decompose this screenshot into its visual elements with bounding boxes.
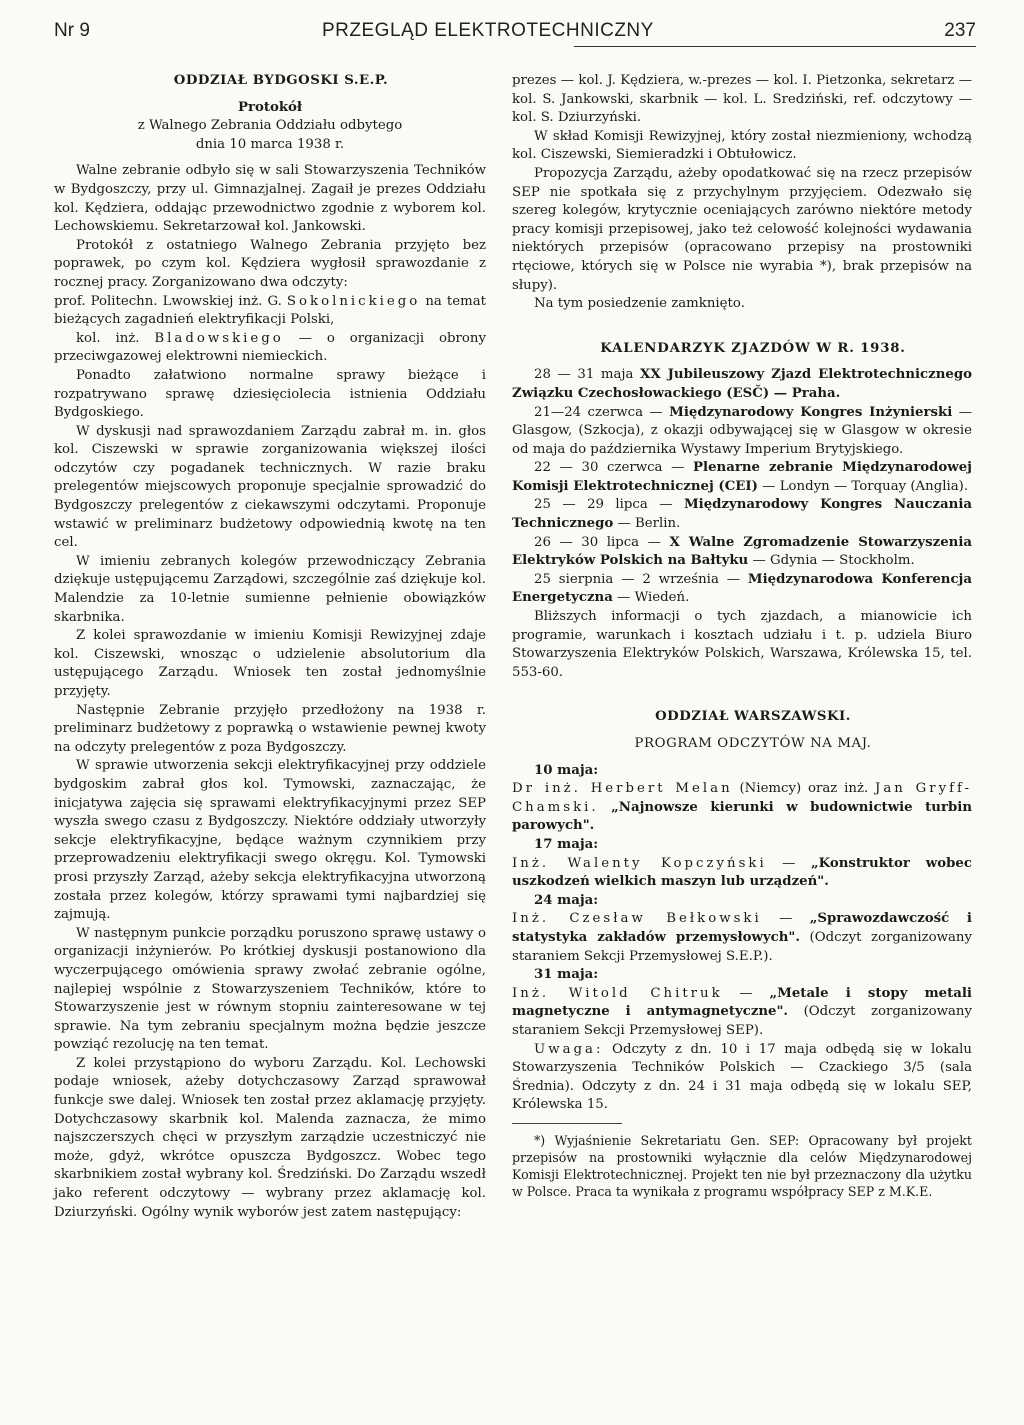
calendar-entry-place: — Gdynia — Stockholm. [748, 553, 915, 569]
calendar-entry-date: 25 — 29 lipca — [534, 497, 684, 513]
paragraph: prezes — kol. J. Kędziera, w.-prezes — kol. I. Pietzonka, sekretarz — kol. S. Jankowski, skarbnik — kol. L. Sredziński, ref. odczytowy — kol. S. Dziurzyński. [512, 73, 972, 126]
calendar-entry-event: Międzynarodowy Kongres Nauczania Technicznego [512, 497, 972, 532]
calendar-list [512, 366, 972, 608]
calendar-entry-event: X Walne Zgromadzenie Stowarzyszenia Elektryków Polskich na Bałtyku [512, 534, 972, 569]
paragraph: Z kolei sprawozdanie w imieniu Komisji Rewizyjnej zdaje kol. Ciszewski, wnosząc o udzielenie absolutorium dla ustępującego Zarządu. Wniosek ten został jednomyślnie przyjęty. [54, 628, 486, 699]
paragraph: W imieniu zebranych kolegów przewodniczący Zebrania dziękuje ustępującemu Zarządowi, szczególnie zaś dziękuje kol. Malendzie za 10-letnie sumienne pełnienie obowiązków skarbnika. [54, 553, 486, 625]
person-name: Sokolnickiego [286, 293, 421, 309]
speaker-name: Inż. Czesław Bełkowski [512, 911, 762, 927]
calendar-entry-place: — Londyn — Torquay (Anglia). [757, 478, 969, 494]
page-number: 237 [944, 20, 976, 41]
calendar-entry-date: 25 sierpnia — 2 września — [534, 571, 748, 587]
calendar-entry [512, 571, 972, 608]
note-paragraph: Uwaga: Odczyty z dn. 10 i 17 maja odbędą się w lokalu Stowarzyszenia Techników Polskich — Czackiego 3/5 (sala Średnia). Odczyty z dn. 24 i 31 maja odbędą się w lokalu SEP, Królewska 15. [512, 1041, 972, 1113]
footnote: *) Wyjaśnienie Sekretariatu Gen. SEP: Opracowany był projekt przepisów na prostowniki wyłącznie dla celów Międzynarodowej Komisji Elektrotechnicznej. Projekt ten nie był przeznaczony dla użytku w Polsce. Praca ta wynikała z programu współpracy SEP z M.K.E. [512, 1132, 972, 1199]
lecture-title: „Najnowsze kierunki w budownictwie turbin parowych". [512, 799, 972, 834]
calendar-entry-place: — Wiedeń. [612, 590, 690, 606]
calendar-entry-date: 28 — 31 maja [534, 367, 640, 383]
calendar-title: KALENDARZYK ZJAZDÓW W R. 1938. [600, 340, 906, 356]
paragraph: Następnie Zebranie przyjęło przedłożony na 1938 r. preliminarz budżetowy z poprawką o wstawienie pewnej kwoty na odczyty prelegentów z poza Bydgoszczy. [54, 702, 486, 755]
calendar-entry-place: — Berlin. [613, 516, 681, 532]
program-entry-body: Inż. Czesław Bełkowski — „Sprawozdawczość i statystyka zakładów przemysłowych". (Odczyt zorganizowany staraniem Sekcji Przemysłowej S.E.P.). [512, 911, 972, 964]
calendar-entry-event: Plenarne zebranie Międzynarodowej Komisji Elektrotechnicznej (CEI) [512, 460, 972, 494]
paragraph: Z kolei przystąpiono do wyboru Zarządu. Kol. Lechowski podaje wniosek, ażeby dotychczasowy Zarząd sprawował funkcje swe dalej. Wniosek ten został przez aklamację przyjęty. Dotychczasowy skarbnik kol. Malenda zaznacza, że mimo najszczerszych chęci w przyszłym zarządzie uczestniczyć nie może, gdyż, wkrótce opuszcza Bydgoszcz. Wobec tego skarbnikiem został wybrany kol. Średziński. Do Zarządu wszedł jako referent odczytowy — wybrany przez aklamację kol. Dziurzyński. Ogólny wynik wyborów jest zatem następujący: [54, 1055, 486, 1220]
protocol-title: Protokół [237, 99, 303, 115]
footnote-rule [512, 1123, 622, 1124]
calendar-entry-date: 26 — 30 lipca — [534, 534, 670, 550]
paragraph: W skład Komisji Rewizyjnej, który został niezmieniony, wchodzą kol. Ciszewski, Siemieradzki i Obtułowicz. [512, 128, 972, 163]
speaker-name: Inż. Walenty Kopczyński [512, 855, 767, 871]
paragraph: kol. inż. Bladowskiego — o organizacji obrony przeciwgazowej elektrowni niemieckich. [54, 330, 486, 365]
program-entry-body: Inż. Walenty Kopczyński — „Konstruktor wobec uszkodzeń wielkich maszyn lub urządzeń". [512, 855, 972, 890]
calendar-entry-event: XX Jubileuszowy Zjazd Elektrotechnicznego Związku Czechosłowackiego (ESČ) — Praha. [512, 367, 972, 401]
program-entry [512, 762, 972, 836]
paragraph: Bliższych informacji o tych zjazdach, a mianowicie ich programie, warunkach i kosztach udziału i t. p. udziela Biuro Stowarzyszenia Elektryków Polskich, Warszawa, Królewska 15, tel. 553-60. [512, 609, 972, 680]
lecture-title: „Konstruktor wobec uszkodzeń wielkich maszyn lub urządzeń". [512, 855, 972, 890]
journal-title: PRZEGLĄD ELEKTROTECHNICZNY [322, 20, 654, 41]
program-entry-date: 17 maja: [534, 836, 599, 852]
calendar-entry-place: — Glasgow, (Szkocja), z okazji odbywającej się w Glasgow w okresie od maja do października Wystawy Imperium Brytyjskiego. [512, 404, 972, 457]
calendar-entry-date: 21—24 czerwca — [534, 404, 670, 420]
speaker-name: Dr inż. Herbert Melan [512, 781, 733, 797]
person-name: Bladowskiego [154, 330, 284, 346]
program-entry [512, 966, 972, 1040]
speaker-name: Inż. Witold Chitruk [512, 985, 723, 1001]
program-entry-body: Inż. Witold Chitruk — „Metale i stopy metali magnetyczne i antymagnetyczne". (Odczyt zorganizowany staraniem Sekcji Przemysłowej SEP). [512, 985, 972, 1038]
paragraph: W sprawie utworzenia sekcji elektryfikacyjnej przy oddziele bydgoskim zabrał głos kol. Tymowski, zaznaczając, że inicjatywa zajęcia się sprawami elektryfikacyjnymi przez SEP wyszła swego czasu z Bydgoszczy. Niektóre oddziały utworzyły sekcje elektryfikacyjne, będące ważnym czynnikiem przy przeprowadzeniu elektryfikacji swego okręgu. Kol. Tymowski prosi przyszły Zarząd, ażeby sekcja elektryfikacyjna utworzoną została przez kolegów, którzy sprawami tymi najbardziej się zajmują. [54, 758, 486, 923]
program-entry [512, 892, 972, 966]
program-entry-date: 31 maja: [534, 967, 599, 983]
calendar-entry-date: 22 — 30 czerwca — [534, 460, 694, 476]
program-entry-body: Dr inż. Herbert Melan (Niemcy) oraz inż. Jan Gryff-Chamski. „Najnowsze kierunki w budownictwie turbin parowych". [512, 781, 972, 834]
program-entry [512, 836, 972, 892]
paragraph: Walne zebranie odbyło się w sali Stowarzyszenia Techników w Bydgoszczy, przy ul. Gimnazjalnej. Zagaił je prezes Oddziału kol. Kędziera, oddając przewodnictwo zgodnie z wyborem kol. Lechowskiemu. Sekretarzował kol. Jankowski. [54, 163, 486, 235]
section-title-warsaw: ODDZIAŁ WARSZAWSKI. [655, 709, 851, 725]
program-entry-date: 10 maja: [534, 762, 599, 778]
program-list [512, 762, 972, 1041]
calendar-entry [512, 366, 972, 403]
calendar-entry-event: Międzynarodowy Kongres Inżynierski [669, 404, 953, 420]
protocol-subtitle-2: dnia 10 marca 1938 r. [195, 136, 345, 152]
program-title: PROGRAM ODCZYTÓW NA MAJ. [634, 736, 872, 751]
lecture-title: „Sprawozdawczość i statystyka zakładów przemysłowych". [512, 911, 972, 945]
left-column [54, 72, 486, 1222]
paragraph: W następnym punkcie porządku poruszono sprawę ustawy o organizacji inżynierów. Po krótkiej dyskusji postanowiono dla wyczerpującego omówienia sprawy zwołać zebranie ogólne, najlepiej wspólnie z Stowarzyszeniem Techników, które to Stowarzyszenie jest w równym stopniu zainteresowane w tej sprawie. Na tym zebraniu specjalnym można będzie jeszcze powziąć rezolucję na ten temat. [54, 925, 486, 1053]
lecture-title: „Metale i stopy metali magnetyczne i antymagnetyczne". [512, 985, 972, 1020]
page-header [54, 20, 976, 48]
speaker-name: Jan Gryff-Chamski. [512, 781, 972, 815]
paragraph: Protokół z ostatniego Walnego Zebrania przyjęto bez poprawek, po czym kol. Kędziera wygłosił sprawozdanie z rocznej pracy. Zorganizowano dwa odczyty: [54, 237, 486, 290]
program-entry-date: 24 maja: [534, 892, 599, 908]
calendar-entry [512, 534, 972, 571]
paragraph: W dyskusji nad sprawozdaniem Zarządu zabrał m. in. głos kol. Ciszewski w sprawie zorganizowania większej ilości odczytów czy pogadanek technicznych. W razie braku prelegentów miejscowych proponuje specjalnie sprowadzić do Bydgoszczy prelegentów z ciekawszymi odczytami. Proponuje wstawić w preliminarz budżetowy odpowiednią kwotę na ten cel. [54, 423, 486, 551]
paragraph: Propozycja Zarządu, ażeby opodatkować się na rzecz przepisów SEP nie spotkała się z przychylnym przyjęciem. Odezwało się szereg kolegów, krytycznie oceniających zarówno niektóre metody pracy komisji przepisowej, jako też celowość kolejności wydawania niektórych przepisów (opracowano przepisy na prostowniki rtęciowe, których się w Polsce nie wyrabia *), brak przepisów na słupy). [512, 165, 972, 293]
calendar-entry [512, 459, 972, 496]
right-column [512, 72, 972, 1200]
calendar-entry [512, 404, 972, 460]
protocol-subtitle-1: z Walnego Zebrania Oddziału odbytego [137, 118, 403, 134]
calendar-entry-event: Międzynarodowa Konferencja Energetyczna [512, 571, 972, 606]
calendar-entry [512, 496, 972, 533]
note-label: Uwaga: [534, 1041, 604, 1057]
header-rule [574, 46, 976, 47]
paragraph: Ponadto załatwiono normalne sprawy bieżące i rozpatrywano sprawę dziesięciolecia istnienia Oddziału Bydgoskiego. [54, 367, 486, 421]
section-title-bydgoszcz: ODDZIAŁ BYDGOSKI S.E.P. [173, 73, 389, 88]
paragraph: prof. Politechn. Lwowskiej inż. G. Sokolnickiego na temat bieżących zagadnień elektryfikacji Polski, [54, 293, 486, 328]
paragraph: Na tym posiedzenie zamknięto. [534, 296, 745, 312]
issue-number: Nr 9 [54, 20, 90, 41]
